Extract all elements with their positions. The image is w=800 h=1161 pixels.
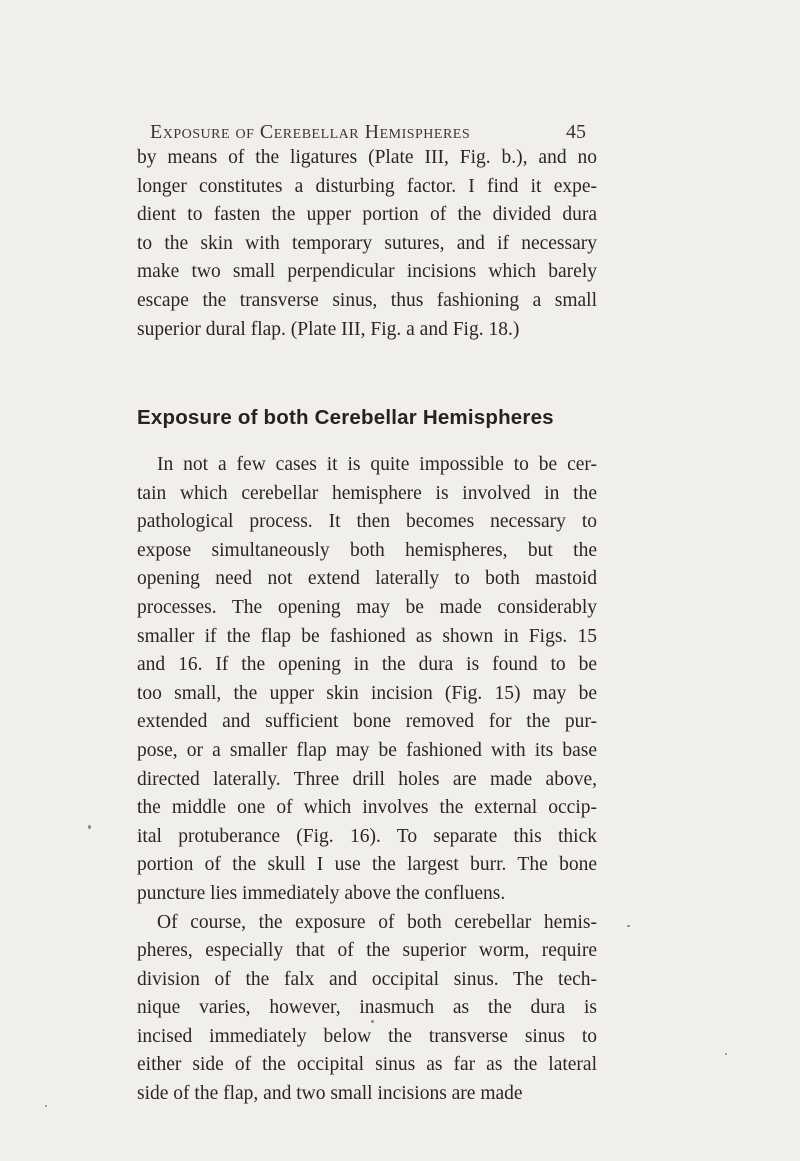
text-line: incised immediately below the transverse sinus to <box>137 1025 597 1047</box>
text-line: smaller if the flap be fashioned as shown in Figs. 15 <box>137 625 597 647</box>
section-heading: Exposure of both Cerebellar Hemispheres <box>137 406 554 429</box>
text-line: Of course, the exposure of both cerebellar hemis- <box>157 911 597 933</box>
text-line: In not a few cases it is quite impossible to be cer- <box>157 454 597 475</box>
page-number: 45 <box>566 121 586 143</box>
text-line: processes. The opening may be made considerably <box>137 596 597 618</box>
text-line: side of the flap, and two small incisions are made <box>137 1083 523 1105</box>
text-line: to the skin with temporary sutures, and if necessary <box>137 232 597 254</box>
text-line: the middle one of which involves the external occip- <box>137 797 597 819</box>
text-line: division of the falx and occipital sinus. The tech- <box>137 968 597 990</box>
paragraph-top <box>137 144 597 344</box>
text-line: pose, or a smaller flap may be fashioned with its base <box>137 739 597 761</box>
text-line: either side of the occipital sinus as far as the lateral <box>137 1054 597 1076</box>
section-body <box>137 451 597 1109</box>
paragraph-2 <box>137 909 597 1109</box>
text-line: extended and sufficient bone removed for the pur- <box>137 711 597 733</box>
paper-speck <box>371 1020 374 1023</box>
text-line: escape the transverse sinus, thus fashioning a small <box>137 289 597 311</box>
text-line: pathological process. It then becomes necessary to <box>137 511 597 533</box>
paragraph-1 <box>137 451 597 909</box>
text-line: longer constitutes a disturbing factor. I find it expe- <box>137 175 597 197</box>
text-line: puncture lies immediately above the confluens. <box>137 882 506 904</box>
text-line: opening need not extend laterally to both mastoid <box>137 568 597 590</box>
paper-speck <box>88 825 91 829</box>
text-line: directed laterally. Three drill holes are made above, <box>137 768 597 790</box>
text-line: tain which cerebellar hemisphere is involved in the <box>137 482 597 504</box>
text-line: and 16. If the opening in the dura is found to be <box>137 654 597 676</box>
paper-speck <box>45 1105 47 1107</box>
text-line: superior dural flap. (Plate III, Fig. a and Fig. 18.) <box>137 318 520 340</box>
paper-speck <box>627 925 630 927</box>
text-line: by means of the ligatures (Plate III, Fig. b.), and no <box>137 147 597 168</box>
running-head: Exposure of Cerebellar Hemispheres <box>150 121 471 143</box>
text-line: ital protuberance (Fig. 16). To separate this thick <box>137 825 597 847</box>
paper-speck <box>725 1053 727 1055</box>
text-line: portion of the skull I use the largest burr. The bone <box>137 854 597 876</box>
text-line: too small, the upper skin incision (Fig. 15) may be <box>137 682 597 704</box>
text-line: expose simultaneously both hemispheres, but the <box>137 539 597 561</box>
text-line: pheres, especially that of the superior worm, require <box>137 940 597 962</box>
text-line: make two small perpendicular incisions which barely <box>137 261 597 283</box>
text-line: dient to fasten the upper portion of the divided dura <box>137 204 597 226</box>
text-line: nique varies, however, inasmuch as the dura is <box>137 997 597 1019</box>
